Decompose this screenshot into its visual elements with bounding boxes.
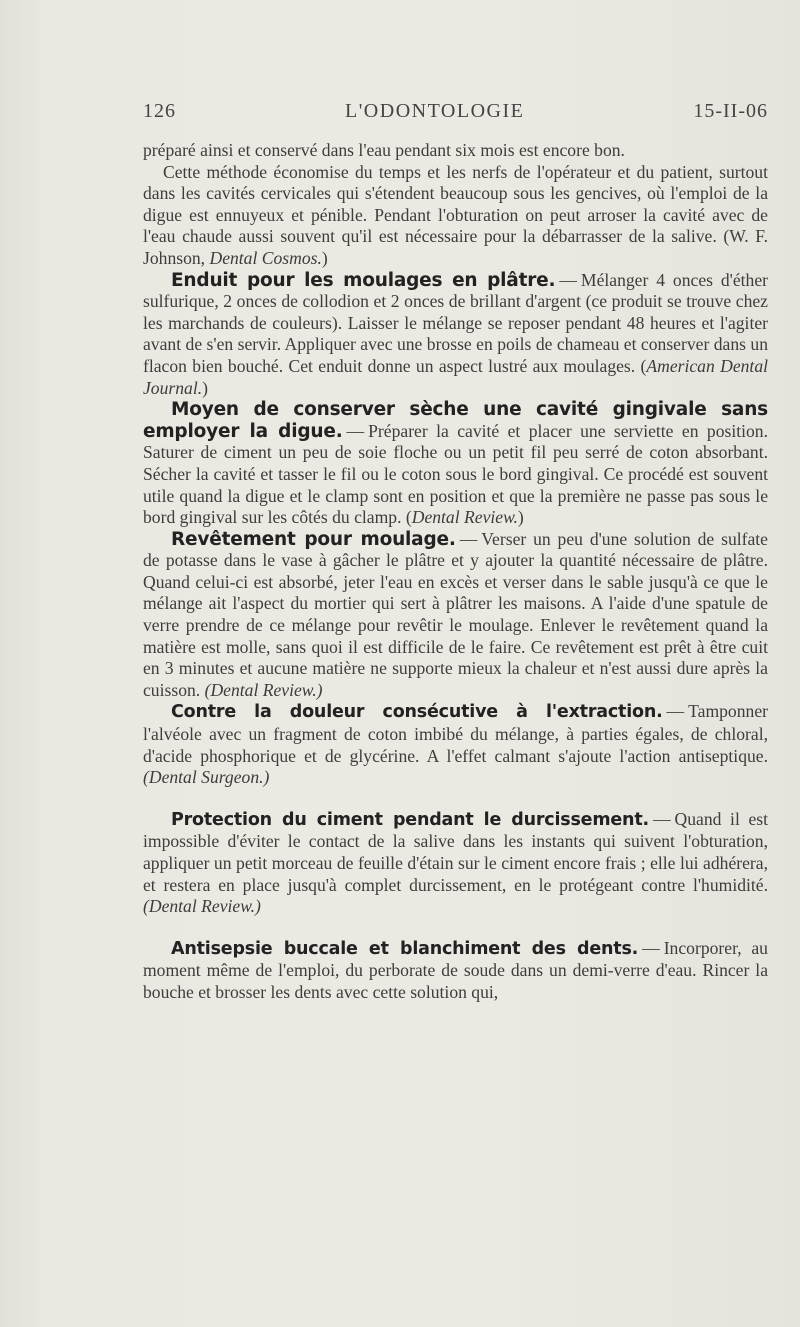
article-text: Mélanger 4 onces d'éther sulfurique, 2 onces de collodion et 2 onces de brillant d'argent (ce produit se trouve chez les marchands de couleurs). Laisser le mélange se reposer pendant 48 heures et l'agiter avant de s'en servir. Appliquer avec une brosse en poils de chameau et conserver dans un flacon bien bouché. Cet enduit donne un aspect lustré aux moulages. ( (143, 269, 768, 376)
article-text: Quand il est impossible d'éviter le contact de la salive dans les instants qui suivent l'obturation, appliquer un petit morceau de feuille d'étain sur le ciment encore frais ; elle lui adhérera, et restera en place jusqu'à complet durcissement, en le protégeant contre l'humidité. (143, 808, 768, 895)
article-source: (Dental Review.) (204, 679, 323, 700)
intro-paragraph (143, 162, 768, 270)
article-douleur-extraction (143, 701, 768, 788)
article-heading: Moyen de conserver sèche une cavité gingivale sans employer la digue. (143, 399, 768, 442)
article-text: Préparer la cavité et placer une serviette en position. Saturer de ciment un peu de soie floche ou un petit fil peu serré de coton absorbant. Sécher la cavité et tasser le fil ou le coton sous le bord gingival. Ce procédé est souvent utile quand la digue et le clamp sont en position et que la première ne passe pas sous le bord gingival sur les côtés du clamp. ( (143, 420, 769, 528)
article-text: Tamponner l'alvéole avec un fragment de coton imbibé du mélange, à parties égales, de chloral, d'acide phosphorique et de glycérine. A l'effet calmant s'ajoute l'action antiseptique. (143, 701, 768, 766)
article-heading: Contre la douleur consécutive à l'extraction. (171, 702, 663, 723)
running-header (143, 100, 768, 123)
page-body (143, 140, 768, 1004)
article-source: American Dental Journal. (143, 355, 769, 398)
article-text: Incorporer, au moment même de l'emploi, du perborate de soude dans un demi-verre d'eau. Rincer la bouche et brosser les dents avec cette solution qui, (143, 937, 768, 1002)
journal-title: L'ODONTOLOGIE (344, 100, 525, 122)
article-dash: — (459, 528, 478, 549)
article-protection-ciment (143, 809, 768, 918)
article-dash: — (652, 808, 671, 829)
article-text: Verser un peu d'une solution de sulfate de potasse dans le vase à gâcher le plâtre et y ajouter la quantité nécessaire de plâtre. Quand celui-ci est absorbé, jeter l'eau en excès et verser dans le sable jusqu'à ce que le mélange ait l'aspect du mortier qui sert à plâtrer les maisons. A l'aide d'une spatule de verre prendre de ce mélange pour revêtir le moulage. Enlever le revêtement quand la matière est molle, sans quoi il est difficile de le faire. Ce revêtement est prêt à être cuit en 3 minutes et aucune matière ne supporte mieux la chaleur et n'est aussi dure après la cuisson. (143, 528, 768, 700)
article-antisepsie (143, 938, 768, 1004)
article-heading: Enduit pour les moulages en plâtre. (171, 269, 556, 291)
article-dash: — (346, 420, 365, 441)
article-source: (Dental Review.) (143, 896, 261, 917)
page-number: 126 (143, 100, 176, 122)
article-close: ) (202, 377, 208, 398)
article-heading: Antisepsie buccale et blanchiment des dents. (171, 938, 639, 959)
article-source: (Dental Surgeon.) (143, 767, 270, 788)
article-heading: Protection du ciment pendant le durcissement. (171, 809, 649, 830)
article-source: Dental Review. (411, 507, 518, 528)
intro-source: Dental Cosmos. (209, 247, 322, 268)
article-cavite-gingivale (143, 399, 768, 529)
article-revetement (143, 529, 768, 702)
intro-text: Cette méthode économise du temps et les nerfs de l'opérateur et du patient, surtout dans les cavités cervicales qui s'étendent beaucoup sous les gencives, où l'emploi de la digue est ennuyeux et pénible. Pendant l'obturation on peut arroser la cavité avec de l'eau chaude aussi souvent qu'il est nécessaire pour la débarrasser de la salive. (W. F. Johnson, (143, 161, 768, 268)
article-dash: — (559, 269, 577, 290)
article-heading: Revêtement pour moulage. (171, 528, 456, 550)
issue-date: 15-II-06 (693, 100, 768, 122)
intro-close: ) (321, 247, 328, 268)
article-enduit (143, 270, 768, 400)
article-dash: — (642, 937, 660, 958)
article-dash: — (666, 701, 685, 722)
intro-continuation: préparé ainsi et conservé dans l'eau pendant six mois est encore bon. (143, 140, 625, 160)
article-close: ) (517, 507, 524, 528)
